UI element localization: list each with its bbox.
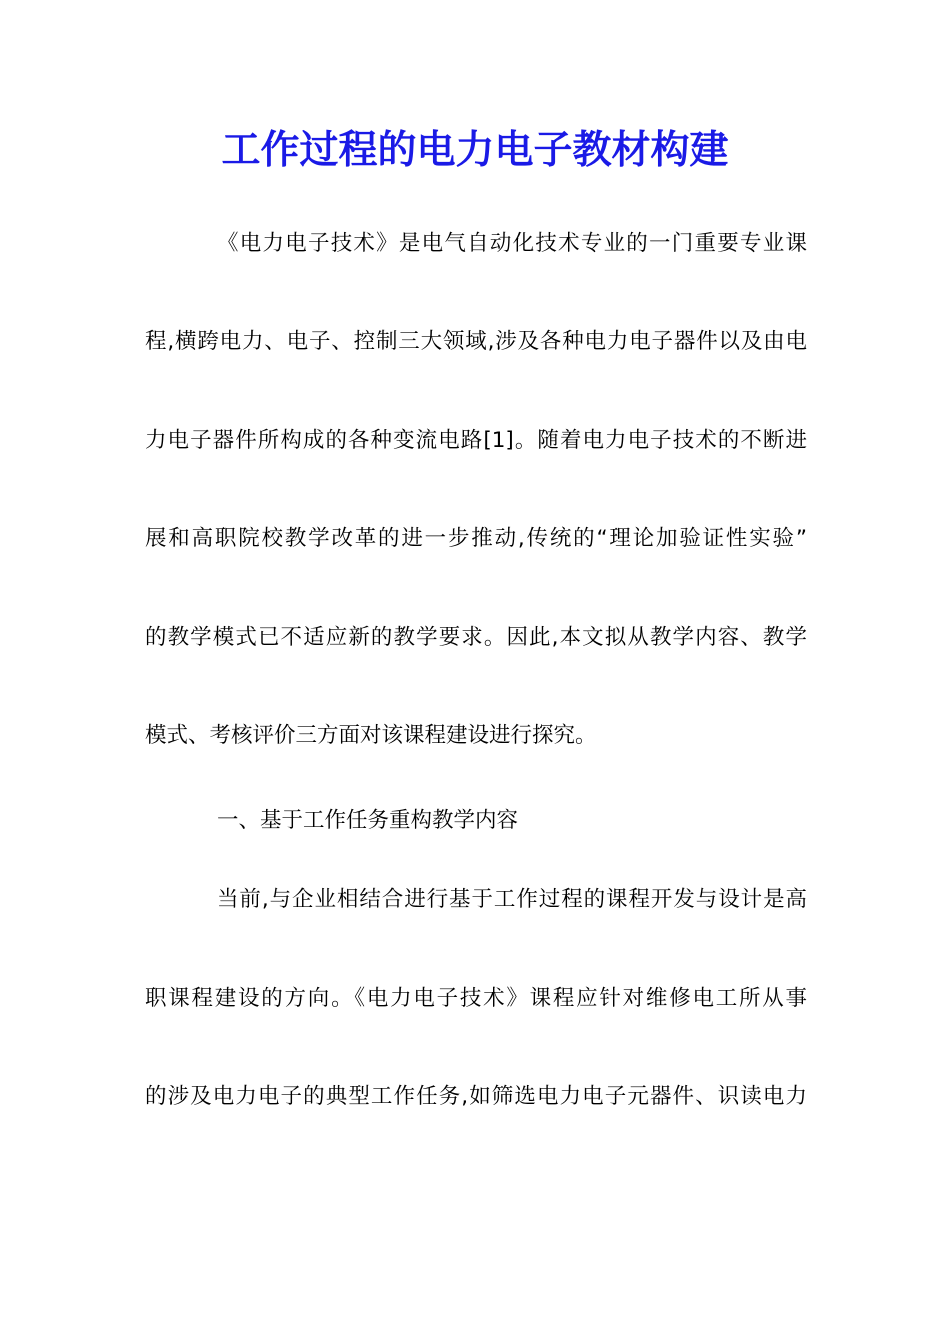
paragraph-2-line-1: 当前,与企业相结合进行基于工作过程的课程开发与设计是高 (217, 887, 807, 912)
paragraph-1-line-2: 程,横跨电力、电子、控制三大领域,涉及各种电力电子器件以及由电 (145, 329, 807, 354)
document-title: 工作过程的电力电子教材构建 (221, 127, 729, 173)
paragraph-2-line-2: 职课程建设的方向。《电力电子技术》课程应针对维修电工所从事 (145, 986, 807, 1011)
paragraph-1-line-1: 《电力电子技术》是电气自动化技术专业的一门重要专业课 (217, 231, 807, 256)
paragraph-2-line-3: 的涉及电力电子的典型工作任务,如筛选电力电子元器件、识读电力 (145, 1084, 807, 1109)
paragraph-1-line-4: 展和高职院校教学改革的进一步推动,传统的“理论加验证性实验” (145, 526, 807, 551)
paragraph-1-line-6: 模式、考核评价三方面对该课程建设进行探究。 (145, 723, 597, 748)
paragraph-1-line-5: 的教学模式已不适应新的教学要求。因此,本文拟从教学内容、教学 (145, 625, 807, 650)
section-1-heading: 一、基于工作任务重构教学内容 (217, 808, 519, 833)
paragraph-1-line-3: 力电子器件所构成的各种变流电路[1]。随着电力电子技术的不断进 (145, 428, 807, 453)
